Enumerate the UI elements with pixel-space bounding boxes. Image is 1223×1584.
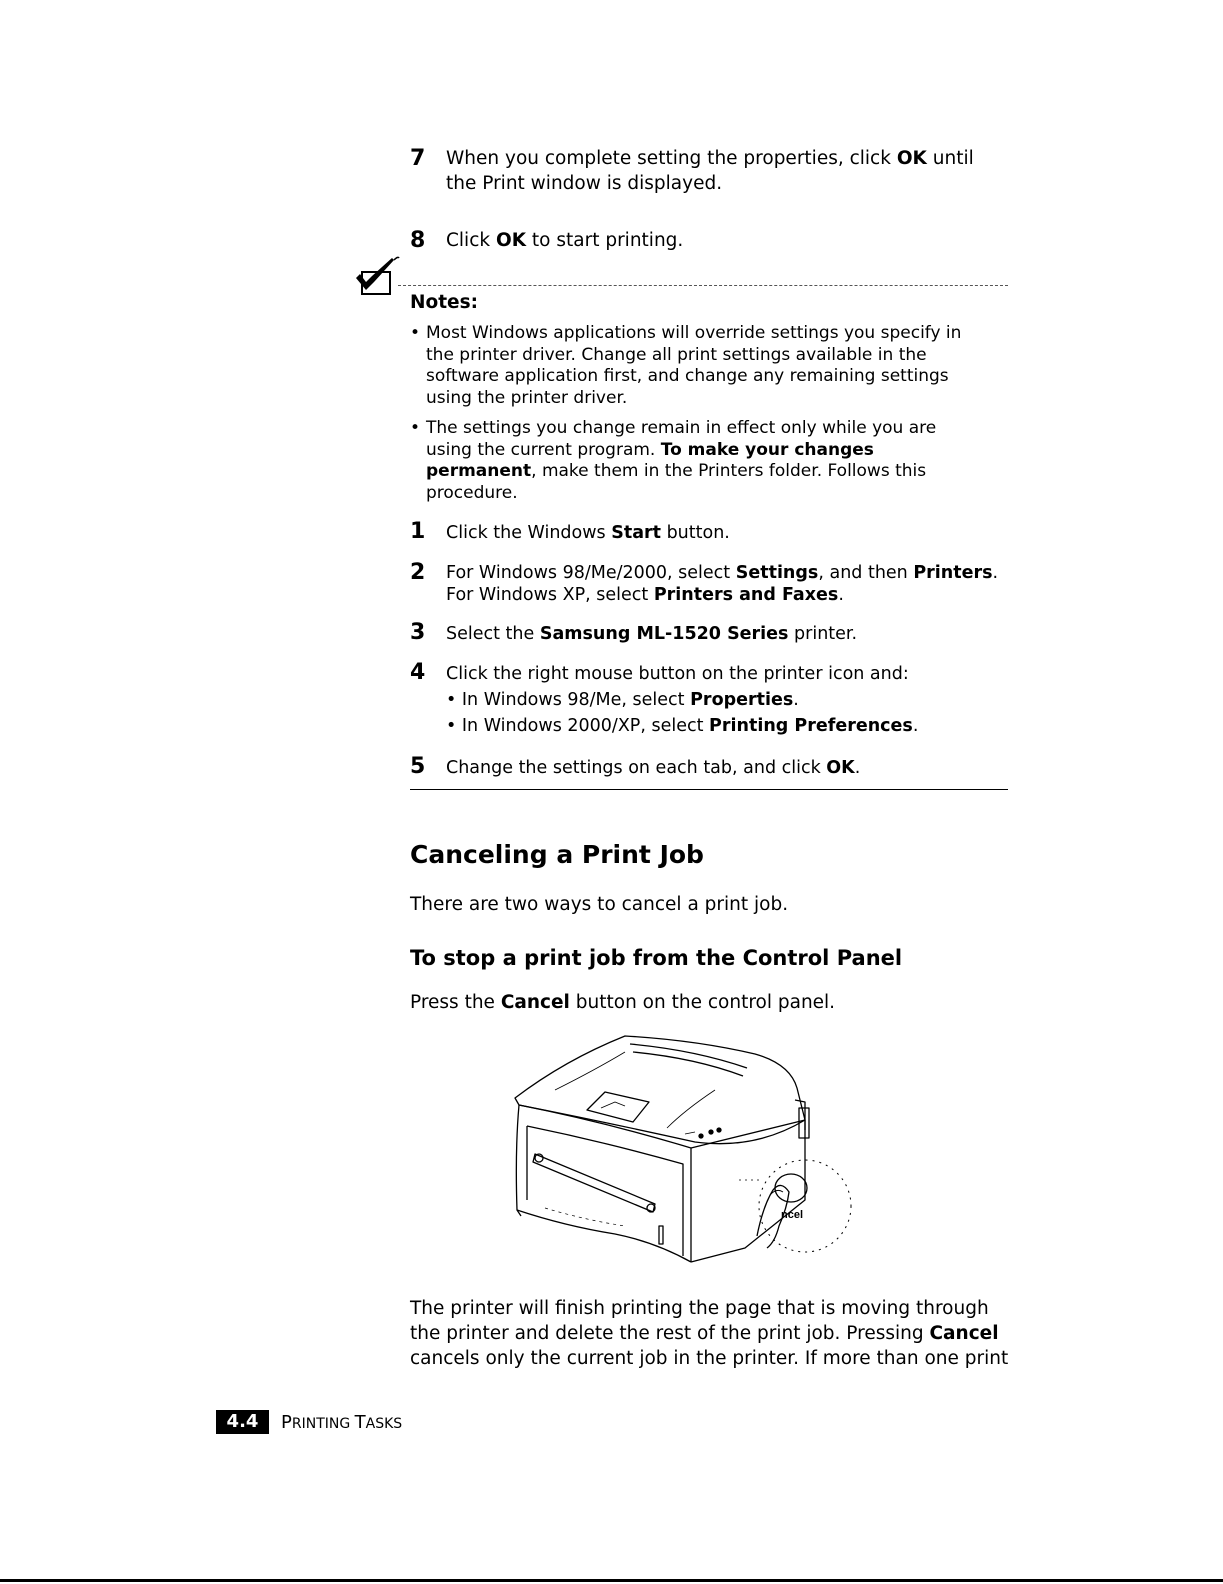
proc-s3-pre: Select the (446, 624, 540, 644)
proc-s5-pre: Change the settings on each tab, and click (446, 758, 827, 778)
proc-s1-pre: Click the Windows (446, 523, 612, 543)
step-7-text (446, 146, 1046, 196)
notes-b2-line2-pre: using the current program. (426, 439, 661, 460)
printer-illustration (505, 1030, 855, 1270)
step-8-number: 8 (410, 228, 426, 253)
para-line3: cancels only the current job in the printer. If more than one print (410, 1348, 1009, 1369)
step-7-bold: OK (896, 148, 927, 169)
proc-s2-line2-pre: For Windows XP, select (446, 585, 654, 605)
notes-b2-line1: The settings you change remain in effect only while you are (426, 418, 937, 438)
proc-s2-line2-post: . (838, 585, 844, 605)
proc-s4-sub1-pre: • In Windows 98/Me, select (446, 690, 691, 710)
press-cancel-text (410, 992, 835, 1013)
step-8-text (446, 228, 1046, 253)
notes-b1-line1: Most Windows applications will override settings you specify in (426, 323, 962, 343)
section-subtitle: To stop a print job from the Control Panel (410, 946, 903, 970)
notes-title: Notes: (410, 292, 478, 313)
section-paragraph (410, 1296, 1020, 1371)
notes-bullet-1-icon: • (410, 323, 421, 343)
notes-b1-line3: software application first, and change any remaining settings (426, 366, 949, 386)
press-post: button on the control panel. (569, 992, 836, 1013)
notes-b2-line3-bold: permanent (426, 461, 532, 481)
section-title: Canceling a Print Job (410, 840, 704, 869)
proc-s2-mid: , and then (818, 563, 914, 583)
proc-s2-bold1: Settings (735, 563, 819, 583)
notes-b2-line4: procedure. (426, 482, 518, 503)
proc-s4-sub1-post: . (793, 690, 799, 710)
proc-s1-post: button. (661, 523, 730, 543)
press-bold: Cancel (500, 992, 570, 1013)
page-bottom-border (0, 1579, 1223, 1582)
page-number-badge: 4.4 (216, 1410, 269, 1434)
para-line2-pre: the printer and delete the rest of the print job. Pressing (410, 1323, 930, 1344)
step-7-pre: When you complete setting the properties, click (446, 148, 897, 169)
chapter-rest-2: ASKS (365, 1416, 403, 1432)
proc-s4-sub2-post: . (912, 716, 919, 736)
proc-s5-post: . (854, 758, 861, 778)
proc-step-1-number: 1 (410, 519, 426, 544)
note-check-icon (352, 256, 400, 298)
proc-s5-bold: OK (826, 758, 855, 778)
proc-s2-post: . (992, 563, 999, 583)
proc-s4-sub2-pre: • In Windows 2000/XP, select (446, 716, 710, 736)
proc-s1-bold: Start (611, 523, 662, 543)
step-8-bold: OK (495, 230, 527, 251)
notes-top-rule (398, 285, 1008, 286)
step-7-post: until (926, 148, 974, 169)
chapter-cap-2: T (354, 1412, 366, 1433)
cancel-button-label: ncel (781, 1209, 804, 1221)
step-8-post: to start printing. (526, 230, 684, 251)
notes-b2-line2-bold: To make your changes (660, 439, 874, 460)
press-pre: Press the (410, 992, 501, 1013)
chapter-rest-1: RINTING (291, 1416, 355, 1432)
notes-b1-line2: the printer driver. Change all print settings available in the (426, 344, 927, 365)
notes-bottom-rule (410, 789, 1008, 790)
proc-step-5-text (446, 756, 1046, 781)
proc-s4-sub1-bold: Properties (690, 690, 794, 710)
proc-step-3-number: 3 (410, 620, 426, 645)
step-7-number: 7 (410, 146, 426, 171)
notes-bullet-1 (426, 323, 1026, 409)
chapter-label (281, 1412, 402, 1435)
para-line1: The printer will finish printing the page that is moving through (410, 1298, 989, 1319)
proc-step-1-text (446, 521, 1046, 546)
proc-s4-sub2-bold: Printing Preferences (709, 716, 913, 736)
chapter-cap-1: P (281, 1412, 292, 1433)
proc-step-2-number: 2 (410, 560, 426, 585)
notes-b2-line3-post: , make them in the Printers folder. Follows this (531, 461, 927, 481)
proc-s2-pre: For Windows 98/Me/2000, select (446, 563, 736, 583)
proc-step-4-sub-1 (446, 688, 799, 713)
para-line2-bold: Cancel (929, 1323, 999, 1344)
section-intro: There are two ways to cancel a print job. (410, 894, 789, 915)
notes-b1-line4: using the printer driver. (426, 387, 628, 408)
proc-step-3-text (446, 622, 1046, 647)
proc-step-4-number: 4 (410, 660, 426, 685)
step-8-pre: Click (446, 230, 496, 251)
proc-s3-bold: Samsung ML-1520 Series (539, 624, 789, 644)
proc-step-2-text (446, 562, 1026, 606)
proc-s2-line2-bold: Printers and Faxes (653, 585, 839, 605)
notes-bullet-2 (426, 418, 1026, 504)
notes-bullet-2-icon: • (410, 418, 421, 438)
proc-step-4-sub-2 (446, 714, 918, 739)
proc-s3-post: printer. (788, 624, 858, 644)
proc-step-4-text: Click the right mouse button on the printer icon and: (446, 664, 909, 684)
proc-step-5-number: 5 (410, 754, 426, 779)
proc-s2-bold2: Printers (913, 563, 993, 583)
step-7-line2: the Print window is displayed. (446, 173, 723, 194)
